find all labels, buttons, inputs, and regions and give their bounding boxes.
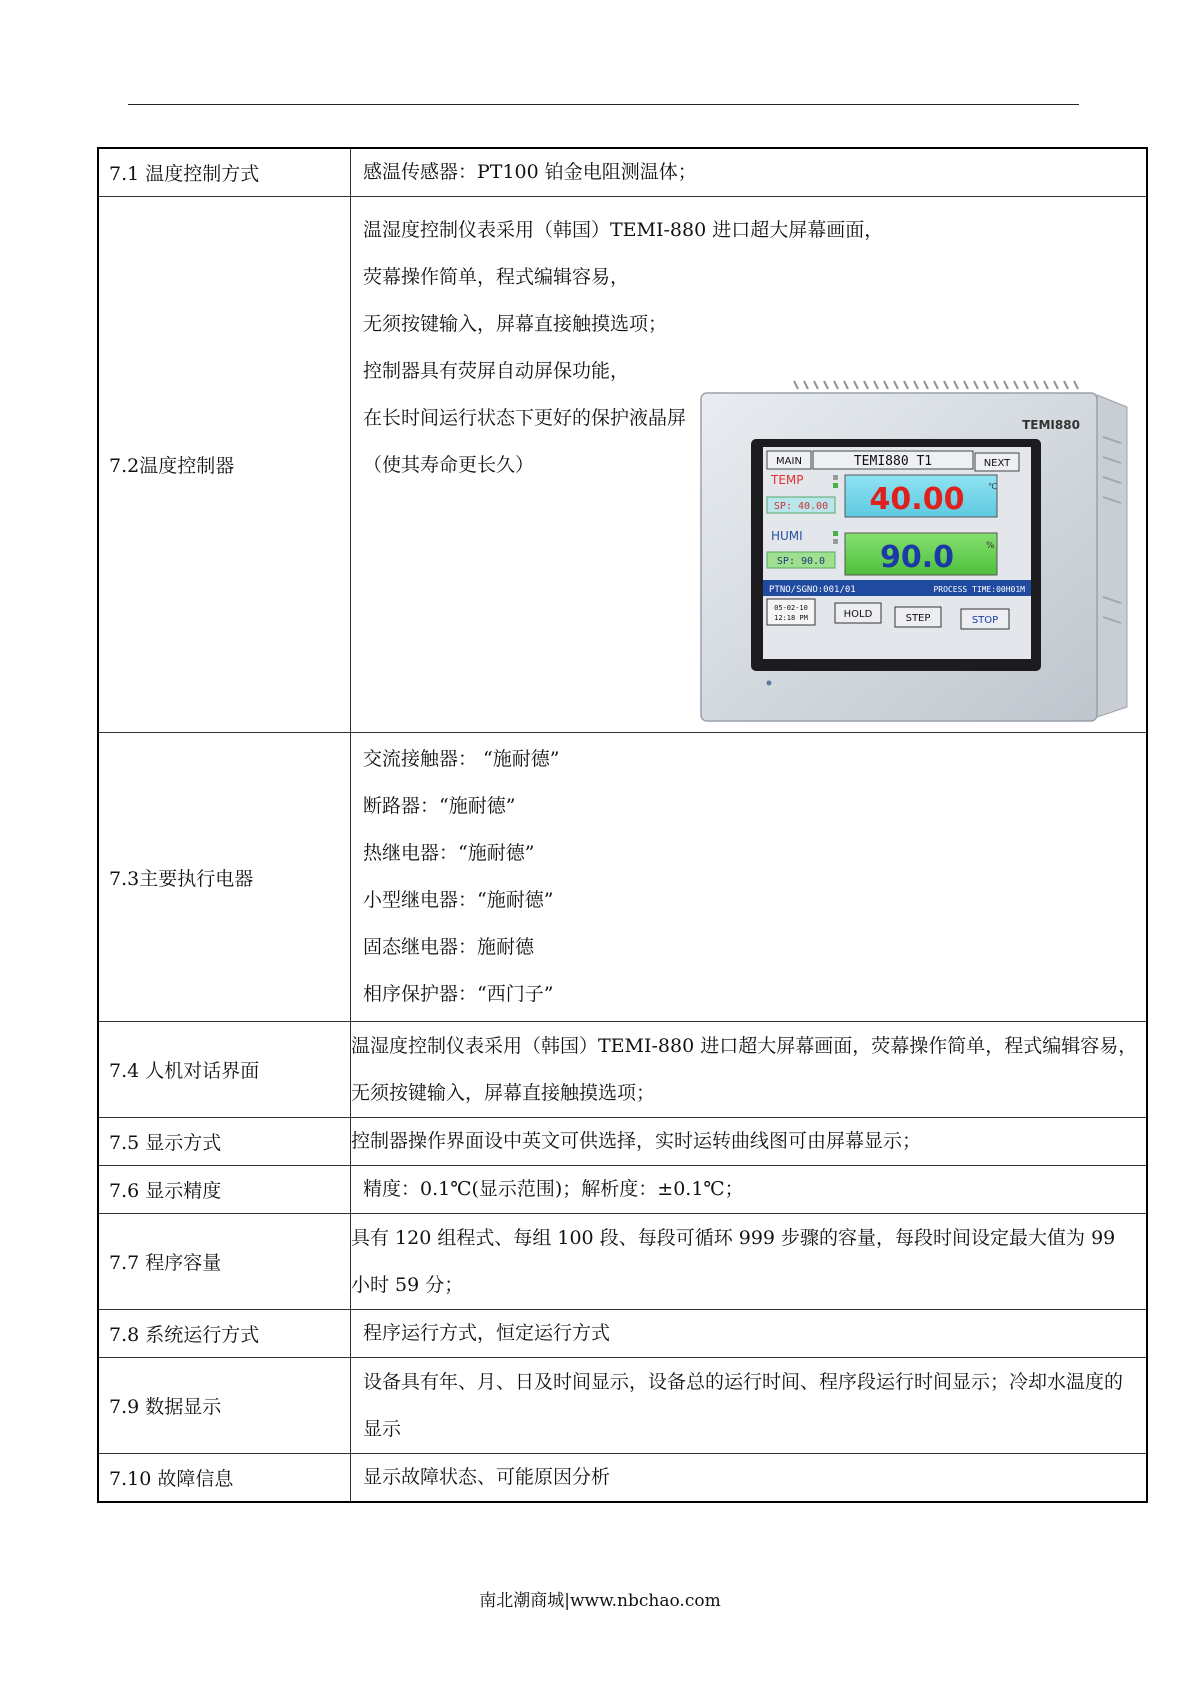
row-content	[351, 733, 1148, 1022]
table-row	[98, 1214, 1147, 1310]
content-line: 交流接触器： “施耐德”	[363, 748, 560, 770]
row-label: 7.3主要执行电器	[98, 733, 351, 1022]
temp-label: TEMP	[771, 473, 804, 487]
temp-unit: ℃	[988, 482, 997, 491]
table-row	[98, 1454, 1147, 1503]
table-row	[98, 733, 1147, 1022]
time-display: 12:18 PM	[774, 614, 808, 622]
content-text: 控制器操作界面设中英文可供选择，实时运转曲线图可由屏幕显示；	[351, 1130, 922, 1152]
power-led-icon	[767, 681, 772, 686]
row-label: 7.5 显示方式	[98, 1118, 351, 1166]
brand-logo: TEMI880	[1022, 418, 1080, 432]
row-content	[351, 1214, 1148, 1310]
row-label: 7.4 人机对话界面	[98, 1022, 351, 1118]
controller-photo	[699, 377, 1134, 722]
step-button[interactable]: STEP	[905, 613, 931, 624]
humi-value: 90.0	[879, 540, 955, 575]
row-label: 7.2温度控制器	[98, 197, 351, 733]
spec-table	[97, 147, 1148, 1503]
page-footer: 南北潮商城|www.nbchao.com	[479, 1591, 721, 1611]
row-label: 7.6 显示精度	[98, 1166, 351, 1214]
content-line: 固态继电器：施耐德	[363, 936, 535, 958]
content-line: 断路器：“施耐德”	[363, 795, 516, 817]
row-label: 7.1 温度控制方式	[98, 148, 351, 197]
content-line: 热继电器：“施耐德”	[363, 842, 535, 864]
main-button[interactable]: MAIN	[776, 456, 802, 467]
row-label: 7.8 系统运行方式	[98, 1310, 351, 1358]
temp-setpoint: SP: 40.00	[773, 501, 829, 512]
table-row	[98, 1118, 1147, 1166]
row-content	[351, 1358, 1148, 1454]
row-content	[351, 1022, 1148, 1118]
stop-button[interactable]: STOP	[971, 615, 999, 626]
screen-title: TEMI880 T1	[853, 454, 933, 469]
table-row	[98, 1022, 1147, 1118]
table-row	[98, 1310, 1147, 1358]
row-label: 7.9 数据显示	[98, 1358, 351, 1454]
content-text: 精度：0.1℃(显示范围)；解析度：±0.1℃；	[363, 1178, 744, 1200]
table-row	[98, 1166, 1147, 1214]
table-row	[98, 148, 1147, 197]
content-line: 小型继电器：“施耐德”	[363, 889, 554, 911]
temp-value: 40.00	[869, 482, 965, 517]
header-rule	[128, 104, 1079, 105]
row-content	[351, 197, 1148, 733]
row-content	[351, 1454, 1148, 1503]
content-line: 在长时间运行状态下更好的保护液晶屏	[363, 407, 687, 429]
row-content	[351, 1166, 1148, 1214]
hold-button[interactable]: HOLD	[843, 609, 873, 620]
program-number: PTNO/SGNO:001/01	[769, 585, 856, 595]
row-content	[351, 148, 1148, 197]
row-label: 7.7 程序容量	[98, 1214, 351, 1310]
content-text: 温湿度控制仪表采用（韩国）TEMI-880 进口超大屏幕画面，荧幕操作简单，程式编辑容易，无须按键输入，屏幕直接触摸选项；	[351, 1034, 1138, 1104]
content-line: 荧幕操作简单，程式编辑容易，	[363, 266, 630, 288]
content-line: （使其寿命更长久）	[363, 454, 535, 476]
table-row	[98, 197, 1147, 733]
row-content	[351, 1310, 1148, 1358]
date-display: 05-02-10	[774, 604, 808, 612]
content-line: 相序保护器：“西门子”	[363, 983, 554, 1005]
table-row	[98, 1358, 1147, 1454]
content-line: 温湿度控制仪表采用（韩国）TEMI-880 进口超大屏幕画面，	[363, 219, 884, 241]
process-time: PROCESS TIME:00H01M	[933, 585, 1025, 594]
content-line: 感温传感器：PT100 铂金电阻测温体；	[363, 161, 697, 183]
content-text: 设备具有年、月、日及时间显示，设备总的运行时间、程序段运行时间显示；冷却水温度的显示	[363, 1370, 1124, 1440]
humi-label: HUMI	[771, 529, 803, 543]
next-button[interactable]: NEXT	[983, 458, 1011, 469]
row-label: 7.10 故障信息	[98, 1454, 351, 1503]
row-content	[351, 1118, 1148, 1166]
content-text: 显示故障状态、可能原因分析	[363, 1466, 611, 1488]
content-text: 程序运行方式，恒定运行方式	[363, 1322, 611, 1344]
humi-setpoint: SP: 90.0	[776, 556, 826, 567]
content-line: 无须按键输入，屏幕直接触摸选项；	[363, 313, 668, 335]
content-text: 具有 120 组程式、每组 100 段、每段可循环 999 步骤的容量，每段时间设定最大值为 99 小时 59 分；	[351, 1226, 1116, 1296]
humi-unit: %	[986, 541, 995, 551]
content-line: 控制器具有荧屏自动屏保功能，	[363, 360, 630, 382]
